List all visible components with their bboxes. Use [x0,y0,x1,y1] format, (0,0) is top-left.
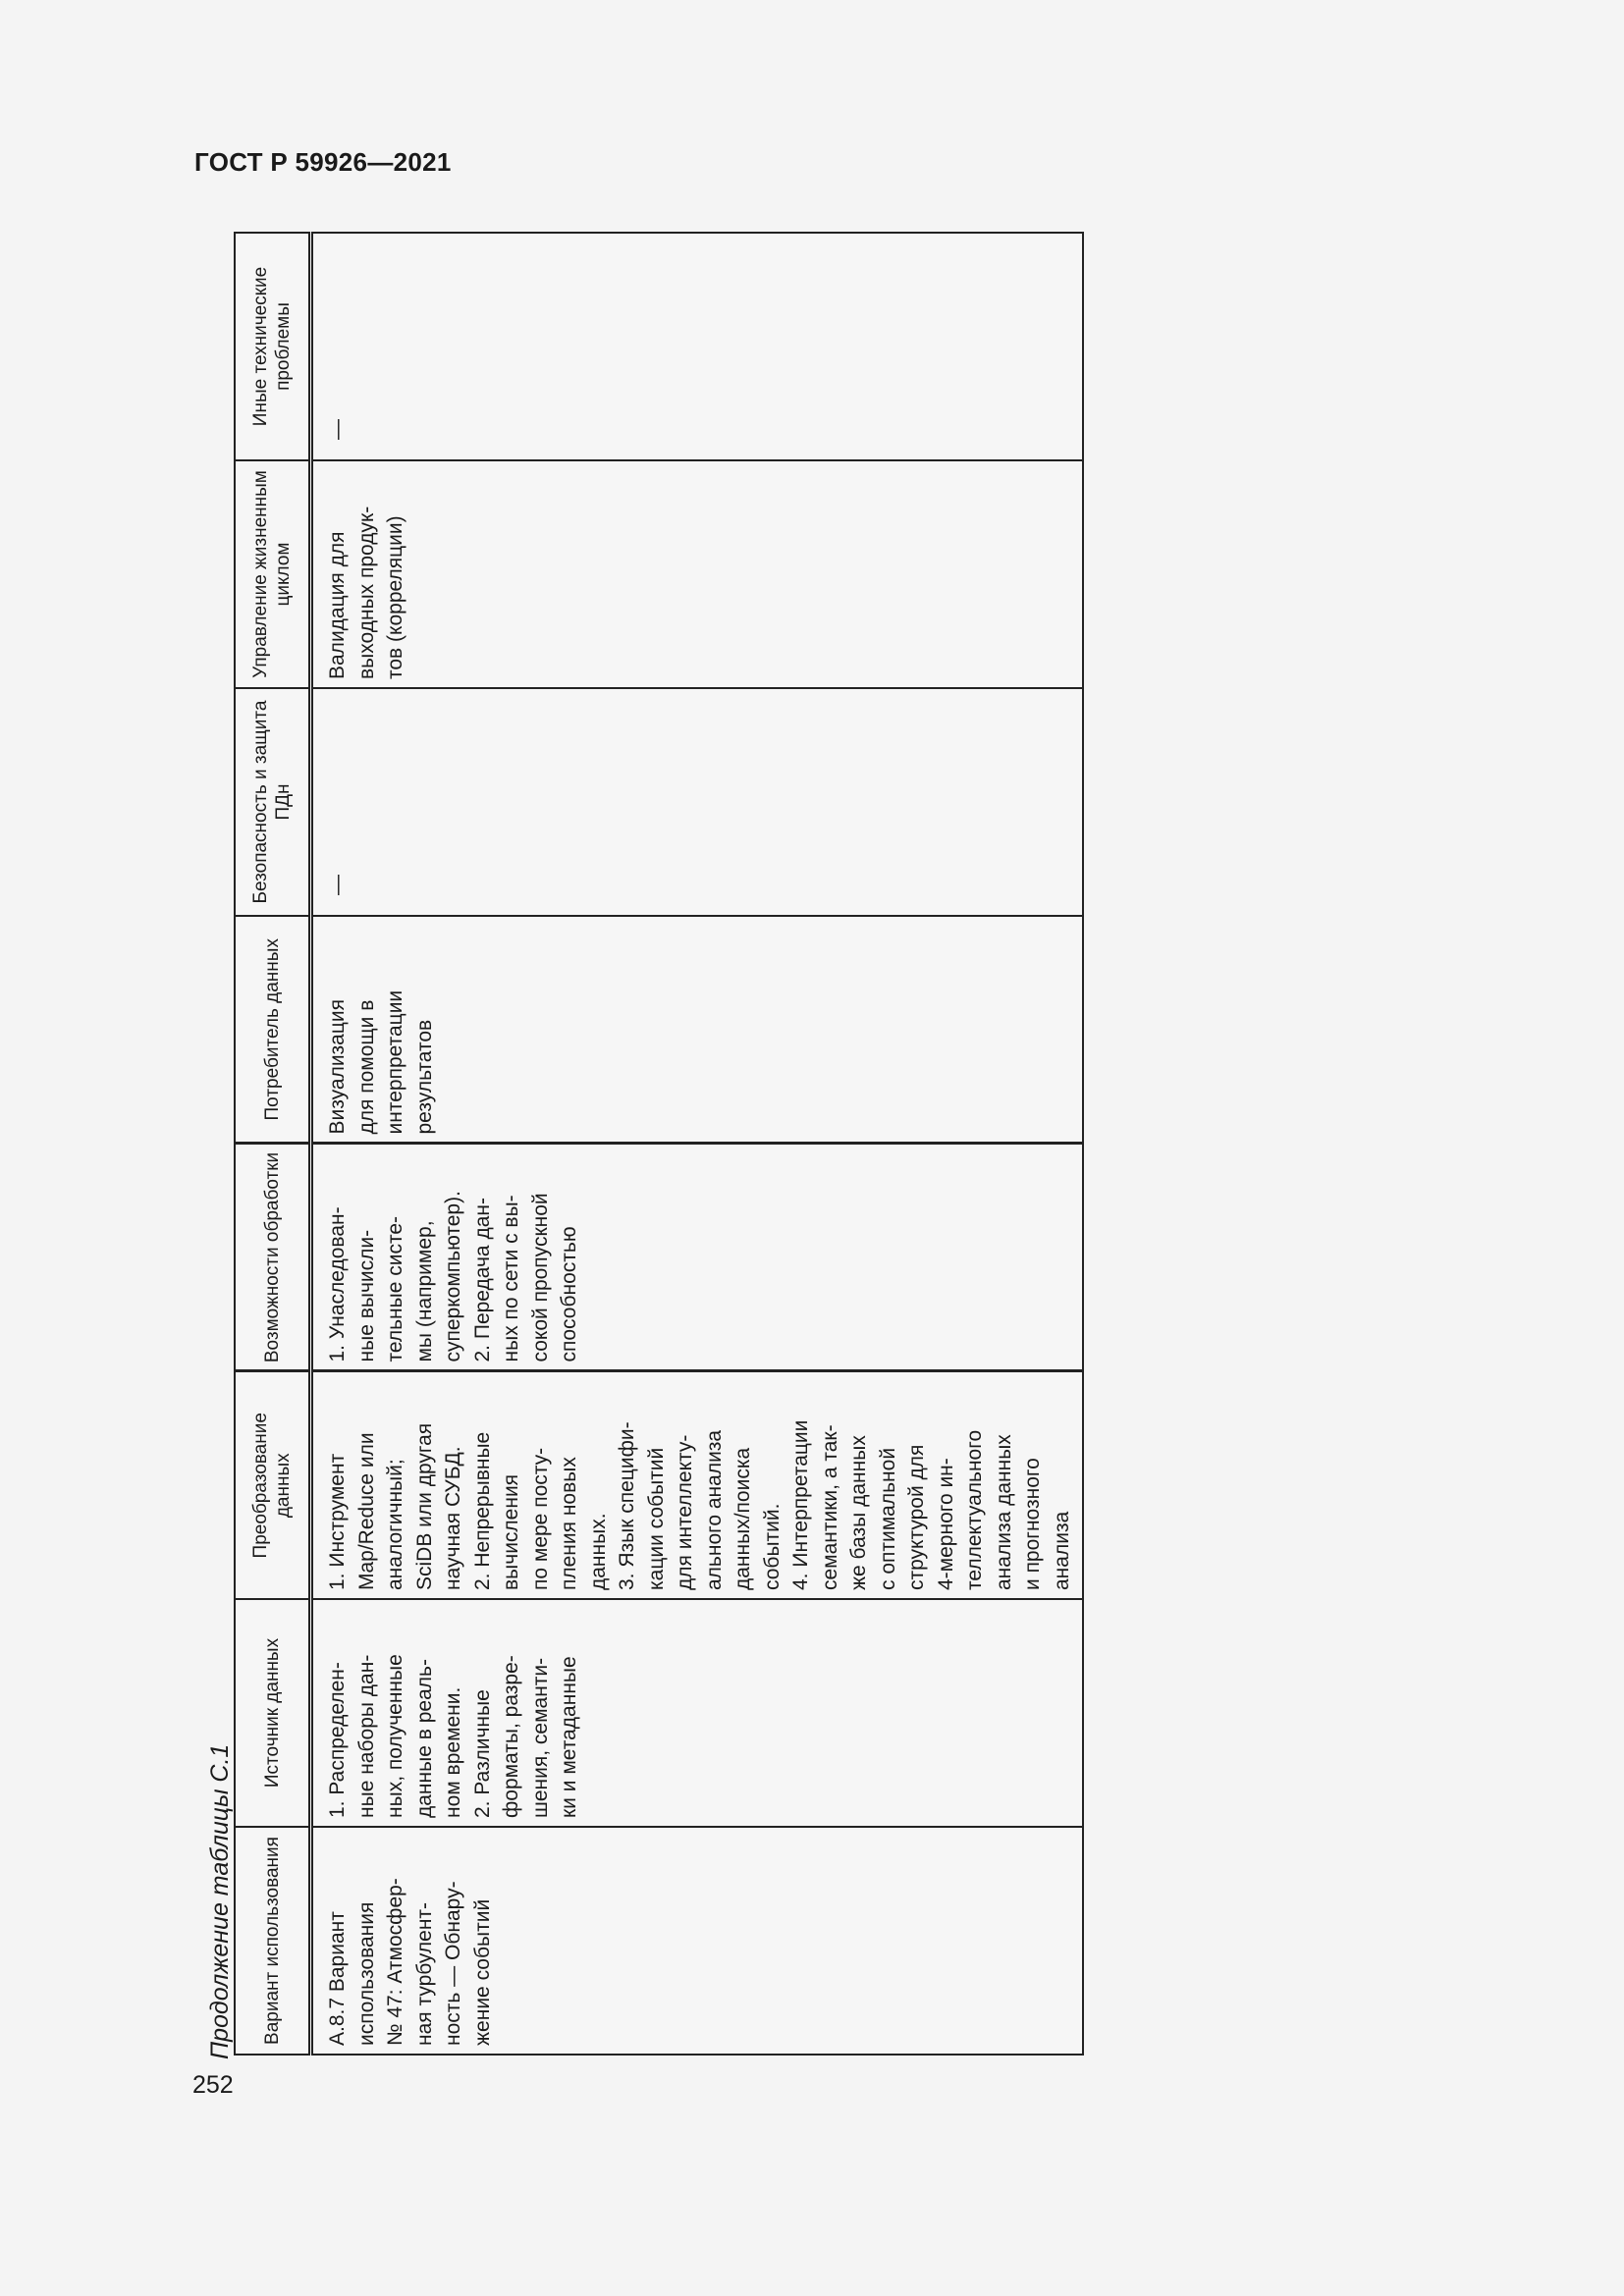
cell-processing-capabilities-text: 1. Унаследован- ные вычисли- тельные систе- мы (например, суперкомпьютер). 2. Передача дан- ных по сети с вы- сокой пропускной способностью [326,1191,580,1362]
requirements-table [234,232,1084,2056]
cell-other-technical-issues-text: — [326,419,349,440]
cell-lifecycle-management [311,460,1084,688]
table-caption: Продолжение таблицы С.1 [206,1743,234,2059]
header-data-consumer: Потребитель данных [235,916,311,1144]
header-security-privacy: Безопасность и защита ПДн [235,688,311,916]
header-use-case: Вариант использования [235,1827,311,2055]
header-lifecycle-management: Управление жизненным циклом [235,460,311,688]
cell-security-privacy-text: — [326,875,349,895]
cell-other-technical-issues [311,233,1084,460]
table-header-row [235,233,311,2055]
header-data-source: Источник данных [235,1599,311,1827]
header-other-technical-issues: Иные технические проблемы [235,233,311,460]
cell-data-source [311,1599,1084,1827]
cell-lifecycle-management-text: Валидация для выходных продук- тов (корреляции) [326,506,406,679]
cell-processing-capabilities [311,1144,1084,1371]
cell-data-transformation-text: 1. Инструмент Map/Reduce или аналогичный; SciDB или другая научная СУБД. 2. Непрерывные вычисления по мере посту- пления новых данных. 3. Язык специфи- кации событий для интеллекту- ального анализа данных/поиска событий. 4. Интерпретации семантики, а так- же базы данных с оптимальной структурой для 4-мерного ин- теллектуального анализа данных и прогнозного анализа [326,1419,1073,1590]
cell-data-consumer [311,916,1084,1144]
table-row [311,233,1084,2055]
cell-use-case-text: А.8.7 Вариант использования № 47: Атмосфер- ная турбулент- ность — Обнару- жение событий [326,1878,494,2046]
cell-data-source-text: 1. Распределен- ные наборы дан- ных, полученные данные в реаль- ном времени. 2. Различные форматы, разре- шения, семанти- ки и метаданные [326,1654,580,1818]
cell-data-transformation [311,1371,1084,1599]
page-number: 252 [192,2071,234,2099]
cell-use-case [311,1827,1084,2055]
rotated-table-container [234,232,1084,2056]
cell-data-consumer-text: Визуализация для помощи в интерпретации результатов [326,989,436,1135]
document-code: ГОСТ Р 59926—2021 [194,147,452,177]
header-processing-capabilities: Возможности обработки [235,1144,311,1371]
cell-security-privacy [311,688,1084,916]
header-data-transformation: Преобразование данных [235,1371,311,1599]
